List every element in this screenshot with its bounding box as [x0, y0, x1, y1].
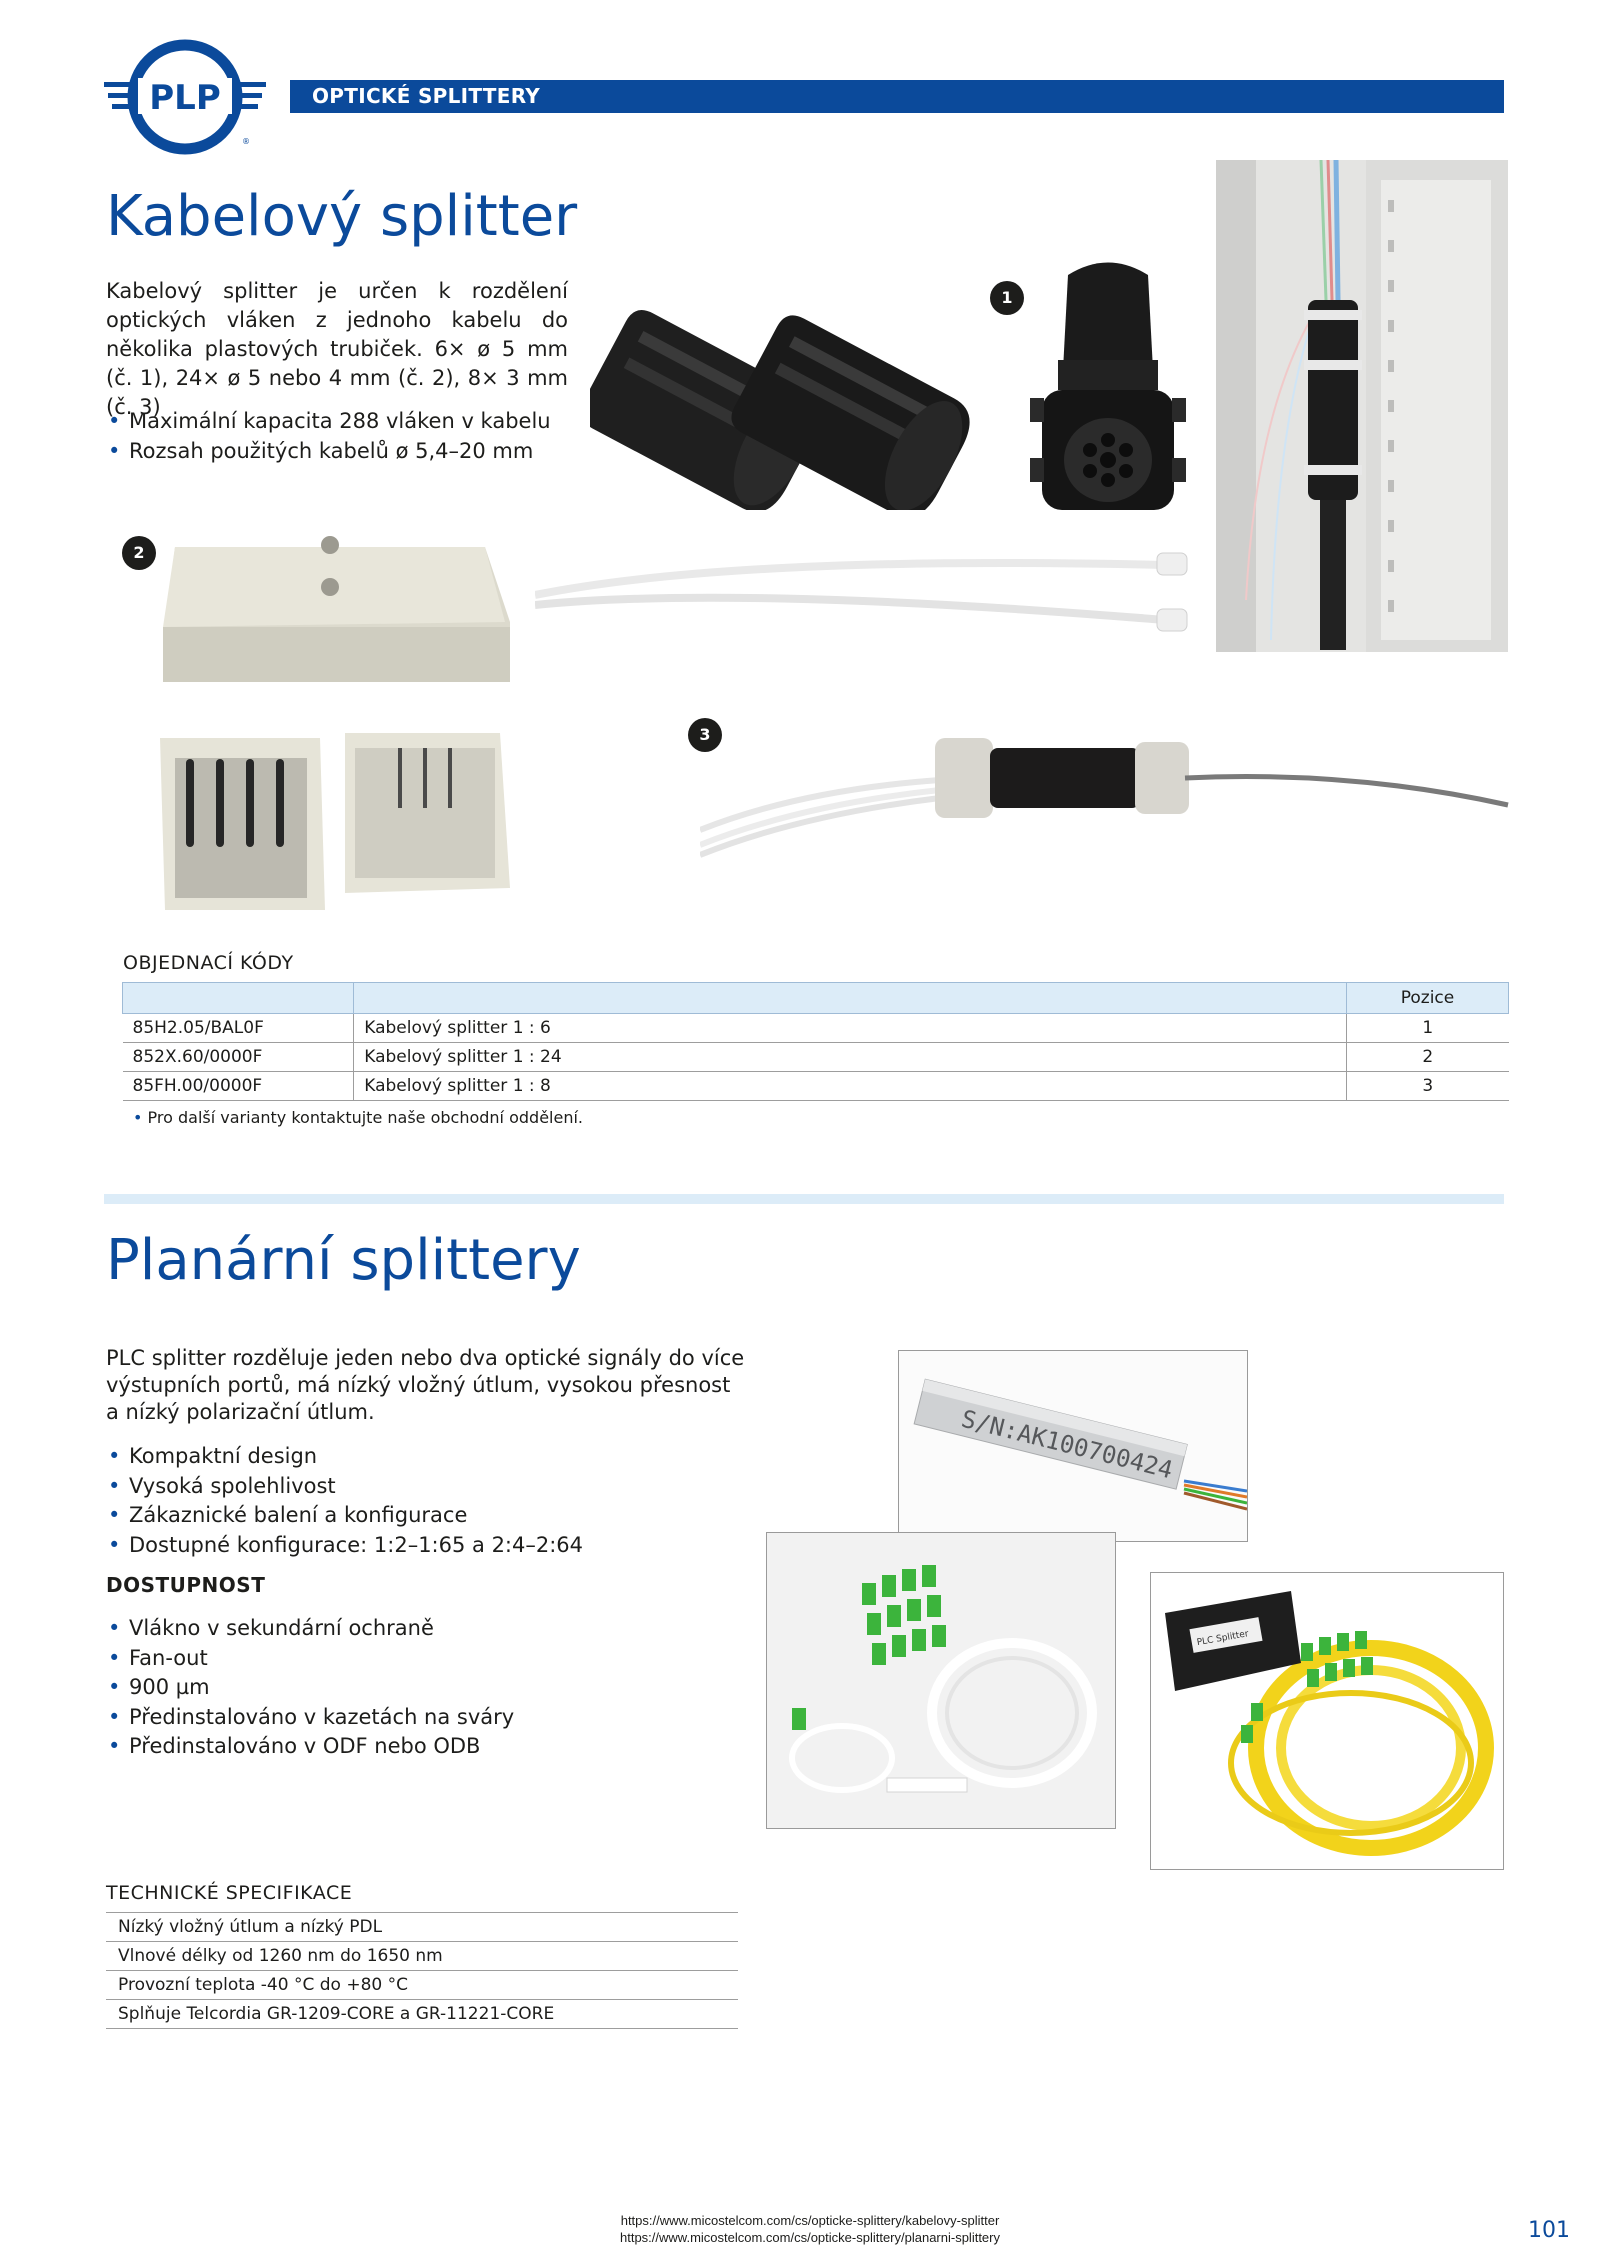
tech-specs-title: TECHNICKÉ SPECIFIKACE — [106, 1882, 353, 1904]
footer-urls — [500, 2212, 1120, 2246]
badge-3: 3 — [688, 718, 722, 752]
list-item: • Kompaktní design — [106, 1442, 746, 1472]
table-row — [123, 1043, 1509, 1072]
list-item: • Zákaznické balení a konfigurace — [106, 1501, 746, 1531]
planar-features-list — [106, 1442, 746, 1560]
splitter-half-shells-photo — [590, 285, 1010, 510]
page-number: 101 — [1528, 2218, 1570, 2243]
spec-item: Nízký vložný útlum a nízký PDL — [106, 1913, 738, 1942]
logo-text: PLP — [149, 78, 221, 118]
order-code: 852X.60/0000F — [123, 1043, 354, 1072]
position: 1 — [1346, 1014, 1508, 1043]
cable-splitter-title: Kabelový splitter — [106, 184, 578, 249]
badge-1: 1 — [990, 281, 1024, 315]
order-codes-title: OBJEDNACÍ KÓDY — [123, 952, 294, 974]
footer-link-planar-splitters[interactable]: https://www.micostelcom.com/cs/opticke-splittery/planarni-splittery — [619, 2230, 1000, 2245]
product-description: Kabelový splitter 1 : 8 — [354, 1072, 1347, 1101]
table-row — [106, 2000, 738, 2029]
spec-item: Splňuje Telcordia GR-1209-CORE a GR-11221-CORE — [106, 2000, 738, 2029]
table-row — [123, 1072, 1509, 1101]
table-row — [106, 1971, 738, 2000]
order-code: 85H2.05/BAL0F — [123, 1014, 354, 1043]
list-item: • Vlákno v sekundární ochraně — [106, 1614, 746, 1644]
list-item: • Dostupné konfigurace: 1:2–1:65 a 2:4–2:64 — [106, 1531, 746, 1561]
splitter-box-open-photo — [155, 718, 535, 910]
planar-splitters-description: PLC splitter rozděluje jeden nebo dva optické signály do více výstupních portů, má nízký vložný útlum, vysokou přesnost a nízký polarizační útlum. — [106, 1346, 745, 1424]
plc-cassette-photo — [1150, 1572, 1504, 1870]
table-header-row — [123, 983, 1509, 1014]
cable-splitter-description: Kabelový splitter je určen k rozdělení optických vláken z jednoho kabelu do několika plastových trubiček. 6× ø 5 mm (č. 1), 24× ø 5 nebo 4 mm (č. 2), 8× 3 mm (č. 3) — [106, 279, 568, 419]
section-header-bar: OPTICKÉ SPLITTERY — [290, 80, 1504, 113]
table-row — [106, 1942, 738, 1971]
order-code: 85FH.00/0000F — [123, 1072, 354, 1101]
tech-specs-table — [106, 1912, 738, 2029]
cassette-label: PLC Splitter — [1196, 1629, 1250, 1649]
list-item: • Předinstalováno v ODF nebo ODB — [106, 1732, 746, 1762]
plc-fanout-photo — [766, 1532, 1116, 1829]
steel-tube-label: S/N:AK100700424 — [958, 1404, 1176, 1485]
position: 3 — [1346, 1072, 1508, 1101]
splitter-box-photo — [155, 527, 515, 707]
product-description: Kabelový splitter 1 : 6 — [354, 1014, 1347, 1043]
product-description: Kabelový splitter 1 : 24 — [354, 1043, 1347, 1072]
list-item: • Vysoká spolehlivost — [106, 1472, 746, 1502]
availability-title: DOSTUPNOST — [106, 1573, 266, 1597]
note-text: Pro další varianty kontaktujte naše obchodní oddělení. — [147, 1108, 583, 1127]
order-codes-table — [122, 982, 1509, 1101]
list-item: • 900 µm — [106, 1673, 746, 1703]
cable-splitter-1-photo — [1028, 250, 1188, 530]
list-item: • Maximální kapacita 288 vláken v kabelu — [106, 407, 586, 437]
position: 2 — [1346, 1043, 1508, 1072]
column-header — [123, 983, 354, 1014]
planar-splitters-title: Planární splittery — [106, 1228, 581, 1293]
plp-logo[interactable] — [104, 38, 266, 156]
list-item: • Předinstalováno v kazetách na sváry — [106, 1703, 746, 1733]
svg-text:®: ® — [242, 137, 250, 146]
plc-steel-tube-photo — [898, 1350, 1248, 1542]
column-header — [354, 983, 1347, 1014]
list-item: • Rozsah použitých kabelů ø 5,4–20 mm — [106, 437, 586, 467]
cable-splitter-bullets — [106, 407, 586, 466]
section-divider — [104, 1194, 1504, 1204]
rack-installation-photo — [1216, 160, 1508, 652]
order-codes-note: • Pro další varianty kontaktujte naše obchodní oddělení. — [133, 1108, 583, 1127]
table-row — [123, 1014, 1509, 1043]
column-header: Pozice — [1346, 983, 1508, 1014]
list-item: • Fan-out — [106, 1644, 746, 1674]
spec-item: Vlnové délky od 1260 nm do 1650 nm — [106, 1942, 738, 1971]
spec-item: Provozní teplota -40 °C do +80 °C — [106, 1971, 738, 2000]
cable-splitter-3-photo — [700, 720, 1510, 870]
badge-2: 2 — [122, 536, 156, 570]
cable-ties-photo — [535, 545, 1235, 665]
footer-link-cable-splitter[interactable]: https://www.micostelcom.com/cs/opticke-splittery/kabelovy-splitter — [620, 2213, 1000, 2228]
table-row — [106, 1913, 738, 1942]
availability-list — [106, 1614, 746, 1762]
